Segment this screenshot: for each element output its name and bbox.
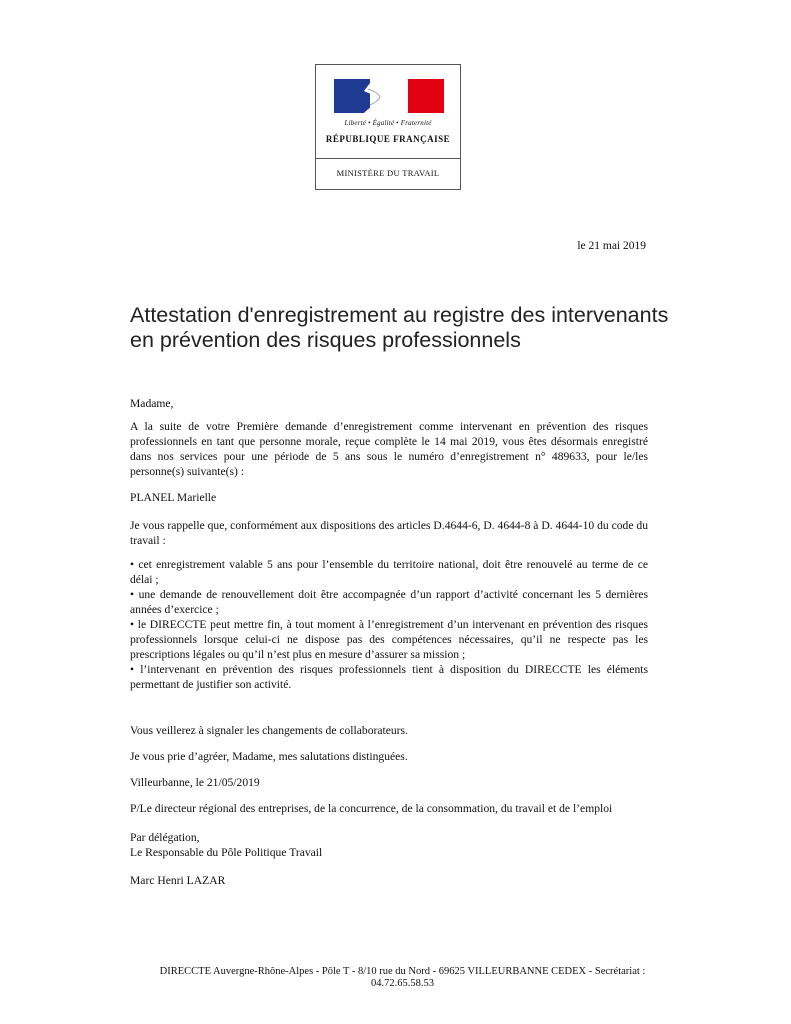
delegate-role: Le Responsable du Pôle Politique Travail [130,846,323,859]
republic-motto: Liberté • Égalité • Fraternité [344,119,432,127]
registered-person: PLANEL Marielle [130,491,217,504]
letter-date: le 21 mai 2019 [577,240,646,252]
conditions-list [130,557,648,692]
list-item: • une demande de renouvellement doit être accompagnée d’un rapport d’activité concernant les 5 dernières années d’exercice ; [130,588,648,616]
logo-divider [316,158,460,159]
document-title [130,303,690,353]
signer-name: Marc Henri LAZAR [130,874,226,887]
intro-paragraph: A la suite de votre Première demande d’enregistrement comme intervenant en prévention des risques professionnels en tant que personne morale, reçue complète le 14 mai 2019, vous êtes désormais enregistré dans nos services pour une période de 5 ans sous le numéro d’enregistrement n° 489633, pour le/les personne(s) suivante(s) : [130,420,648,478]
reminder-paragraph: Je vous rappelle que, conformément aux dispositions des articles D.4644-6, D. 4644-8 à D. 4644-10 du code du travail : [130,519,648,547]
page-footer [130,966,675,990]
footer-phone: 04.72.65.58.53 [371,978,434,989]
list-item: • cet enregistrement valable 5 ans pour l’ensemble du territoire national, doit être renouvelé au terme de ce délai ; [130,558,648,586]
salutation: Madame, [130,397,174,410]
list-item: • l’intervenant en prévention des risques professionnels tient à disposition du DIRECCTE les éléments permettant de justifier son activité. [130,663,648,691]
notice-line: Vous veillerez à signaler les changements de collaborateurs. [130,724,408,737]
marianne-flag-icon [334,79,444,113]
closing-line: Je vous prie d’agréer, Madame, mes salutations distinguées. [130,750,408,763]
title-line-1: Attestation d'enregistrement au registre des intervenants [130,303,669,327]
title-line-2: en prévention des risques professionnels [130,328,521,352]
republic-logo-block [315,64,461,190]
place-date: Villeurbanne, le 21/05/2019 [130,776,260,789]
list-item: • le DIRECCTE peut mettre fin, à tout moment à l’enregistrement d’un intervenant en prévention des risques professionnels lorsque celui-ci ne dispose pas des compétences nécessaires, qu’il ne respecte pas les prescriptions légales ou qu’il n’est plus en mesure d’assurer sa mission ; [130,618,648,661]
delegation-line: Par délégation, [130,831,200,844]
signatory-for: P/Le directeur régional des entreprises, de la concurrence, de la consommation, du travail et de l’emploi [130,802,613,815]
republic-name: RÉPUBLIQUE FRANÇAISE [325,134,451,144]
ministry-name: MINISTÈRE DU TRAVAIL [336,168,440,178]
footer-address: DIRECCTE Auvergne-Rhône-Alpes - Pôle T - 8/10 rue du Nord - 69625 VILLEURBANNE CEDEX - Secrétariat : [159,966,646,977]
